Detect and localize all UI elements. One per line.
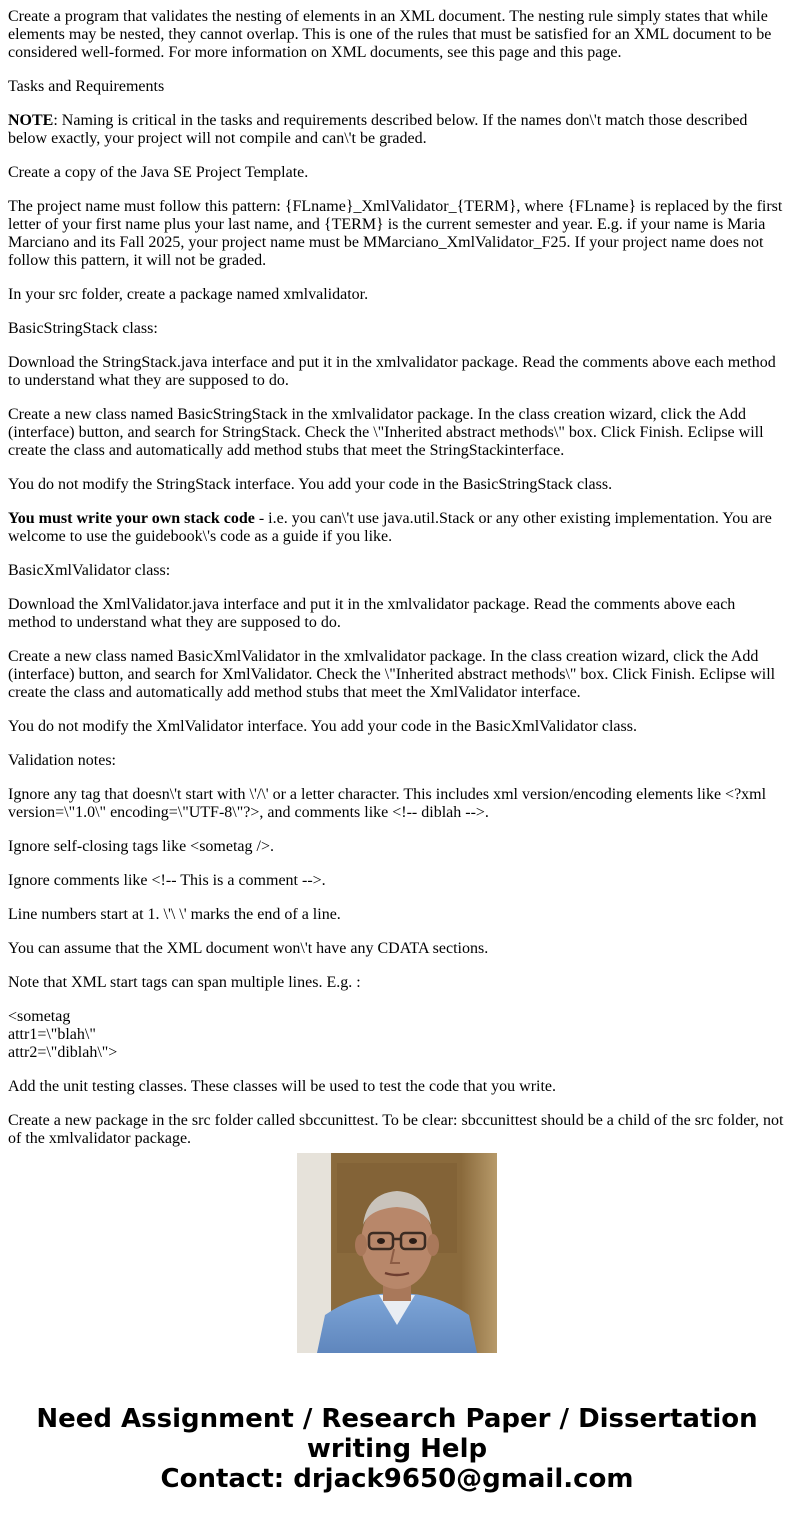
author-photo	[297, 1153, 497, 1353]
paragraph-download-stack: Download the StringStack.java interface and put it in the xmlvalidator package. Read the comments above each method to understand what they are supposed to do.	[8, 354, 776, 389]
paragraph-validator-modify: You do not modify the XmlValidator interface. You add your code in the BasicXmlValidator class.	[8, 718, 637, 735]
author-photo-image	[297, 1153, 497, 1353]
note-text: : Naming is critical in the tasks and requirements described below. If the names don\'t match those described below exactly, your project will not compile and can\'t be graded.	[8, 112, 748, 147]
note-comments: Ignore comments like <!-- This is a comment -->.	[8, 872, 326, 889]
note-cdata: You can assume that the XML document won\'t have any CDATA sections.	[8, 940, 489, 957]
xml-example-line: attr1=\"blah\"	[8, 1026, 96, 1043]
stack-warning-label: You must write your own stack code	[8, 510, 255, 527]
note-multiline: Note that XML start tags can span multiple lines. E.g. :	[8, 974, 361, 991]
intro-paragraph: Create a program that validates the nesting of elements in an XML document. The nesting rule simply states that while elements may be nested, they cannot overlap. This is one of the rules that must be satisfied for an XML document to be considered well-formed. For more information on XML documents, see this page and this page.	[8, 8, 772, 61]
promo-line-1: Need Assignment / Research Paper / Dissertation	[36, 1404, 758, 1434]
promo-banner	[0, 1404, 794, 1494]
paragraph-create-stack: Create a new class named BasicStringStack in the xmlvalidator package. In the class creation wizard, click the Add (interface) button, and search for StringStack. Check the \"Inherited abstract methods\" box. Click Finish. Eclipse will create the class and automatically add method stubs that meet the StringStackinterface.	[8, 406, 764, 459]
section-heading-tasks: Tasks and Requirements	[8, 78, 165, 95]
paragraph-create-validator: Create a new class named BasicXmlValidator in the xmlvalidator package. In the class creation wizard, click the Add (interface) button, and search for XmlValidator. Check the \"Inherited abstract methods\" box. Click Finish. Eclipse will create the class and automatically add method stubs that meet the XmlValidator interface.	[8, 648, 776, 701]
paragraph-unit-tests: Add the unit testing classes. These classes will be used to test the code that you write.	[8, 1078, 557, 1095]
section-heading-validation-notes: Validation notes:	[8, 752, 116, 769]
note-self-closing: Ignore self-closing tags like <sometag />.	[8, 838, 274, 855]
note-label: NOTE	[8, 112, 54, 129]
paragraph-template: Create a copy of the Java SE Project Template.	[8, 164, 309, 181]
xml-example	[8, 1008, 786, 1062]
stack-warning-paragraph	[8, 510, 786, 546]
note-line-numbers: Line numbers start at 1. \'\ \' marks the end of a line.	[8, 906, 341, 923]
note-paragraph	[8, 112, 786, 148]
paragraph-stack-modify: You do not modify the StringStack interface. You add your code in the BasicStringStack class.	[8, 476, 613, 493]
section-heading-validator: BasicXmlValidator class:	[8, 562, 171, 579]
section-heading-stack: BasicStringStack class:	[8, 320, 158, 337]
stack-warning-text: - i.e. you can\'t use java.util.Stack or any other existing implementation. You are welcome to use the guidebook\'s code as a guide if you like.	[8, 510, 772, 545]
promo-line-2: writing Help	[306, 1434, 488, 1464]
paragraph-project-name: The project name must follow this pattern: {FLname}_XmlValidator_{TERM}, where {FLname} is replaced by the first letter of your first name plus your last name, and {TERM} is the current semester and year. E.g. if your name is Maria Marciano and its Fall 2025, your project name must be MMarciano_XmlValidator_F25. If your project name does not follow this pattern, it will not be graded.	[8, 198, 783, 269]
assignment-document	[8, 8, 786, 1147]
paragraph-download-validator: Download the XmlValidator.java interface and put it in the xmlvalidator package. Read the comments above each method to understand what they are supposed to do.	[8, 596, 736, 631]
note-ignore-tags: Ignore any tag that doesn\'t start with \'/\' or a letter character. This includes xml version/encoding elements like <?xml version=\"1.0\" encoding=\"UTF-8\"?>, and comments like <!-- diblah -->.	[8, 786, 767, 821]
paragraph-package: In your src folder, create a package named xmlvalidator.	[8, 286, 369, 303]
paragraph-test-package: Create a new package in the src folder called sbccunittest. To be clear: sbccunittest should be a child of the src folder, not of the xmlvalidator package.	[8, 1112, 784, 1147]
promo-contact: Contact: drjack9650@gmail.com	[160, 1464, 634, 1494]
xml-example-line: <sometag	[8, 1008, 71, 1025]
xml-example-line: attr2=\"diblah\">	[8, 1044, 118, 1061]
